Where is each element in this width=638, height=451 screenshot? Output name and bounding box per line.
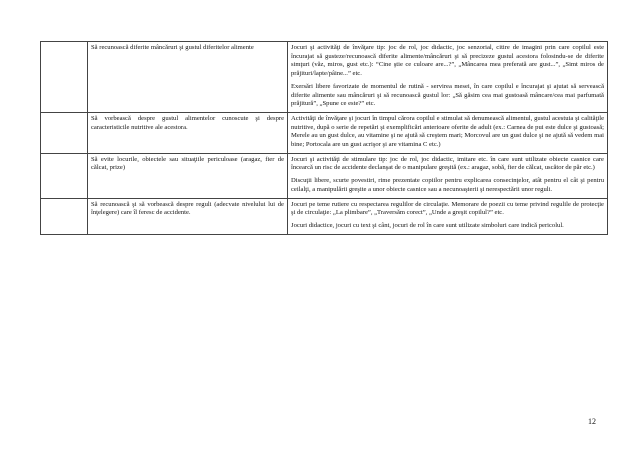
table-body	[41, 42, 608, 235]
activities-cell	[288, 153, 608, 198]
activity-paragraph: Activităţi de învăţare şi jocuri în timpul cărora copilul e stimulat să denumească alimentul, gustul acestuia şi calităţile nutritive, după o serie de repetări şi exemplificări anterioare oferite de adult (ex.: Carnea de pui este dulce şi gustoasă; Merele au un gust dulce, au vitamine şi ne ajută să creştem mari; Morcovul are un gust dulce şi ne ajută să vedem mai bine; Portocala are un gust acrişor şi are vitamina C etc.)	[291, 114, 604, 149]
page-number: 12	[588, 417, 596, 426]
activity-paragraph: Jocuri didactice, jocuri cu text şi cânt, jocuri de rol în care sunt utilizate simboluri care indică pericolul.	[291, 221, 564, 229]
empty-cell	[41, 112, 88, 153]
table-row	[41, 198, 608, 234]
empty-cell	[41, 42, 88, 113]
table-row	[41, 153, 608, 198]
activity-paragraph: Exersări libere favorizate de momentul de rutină - servirea mesei, în care copilul e încurajat şi ajutat să servească diferite alimente sau mâncăruri şi să recunoască gustul lor: „Să găsim cea mai gustoasă mâncare/cea mai parfumată prăjitură”, „Spune ce este?” etc.	[291, 82, 604, 108]
activities-cell	[288, 42, 608, 113]
objective-cell: Să evite locurile, obiectele sau situaţiile periculoase (aragaz, fier de călcat, prize)	[88, 153, 288, 198]
empty-cell	[41, 198, 88, 234]
activities-cell	[288, 112, 608, 153]
objective-cell: Să recunoască diferite mâncăruri şi gustul diferitelor alimente	[88, 42, 288, 113]
table-row	[41, 112, 608, 153]
empty-cell	[41, 153, 88, 198]
objective-cell: Să vorbească despre gustul alimentelor cunoscute şi despre caracteristicile nutritive ale acestora.	[88, 112, 288, 153]
activity-paragraph: Jocuri şi activităţi de învăţare tip: joc de rol, joc didactic, joc senzorial, citire de imagini prin care copilul este încurajat să gusteze/recunoască diferite alimente/mâncăruri şi să precizeze gustul acestora folosindu-se de diferite simţuri (văz, miros, gust etc.): “Cine ştie ce culoare are...?”, „Mâncarea mea preferată are gust...”, „Simt miros de prăjituri/lapte/pâine...” etc.	[291, 44, 604, 78]
activity-paragraph: Discuţii libere, scurte povestiri, rime prezentate copiilor pentru explicarea consecinţelor, atât pentru el cât şi pentru ceilalţi, a manipulării greşite a unor obiecte casnice sau a necunoaşterii şi nerespectării unor reguli.	[291, 177, 604, 193]
curriculum-table	[40, 41, 608, 235]
table-row	[41, 42, 608, 113]
objective-cell: Să recunoască şi să vorbească despre reguli (adecvate nivelului lui de înţelegere) care îl feresc de accidente.	[88, 198, 288, 234]
activities-cell	[288, 198, 608, 234]
activity-paragraph: Jocuri şi activităţi de stimulare tip: joc de rol, joc didactic, imitare etc. în care sunt utilizate obiecte casnice care încearcă un risc de accidente declanşat de o manipulare greşită (ex.: aragaz, sobă, fier de călcat, uscător de păr etc.)	[291, 155, 604, 172]
activity-paragraph: Jocuri pe teme rutiere cu respectarea regulilor de circulaţie. Memorare de poezii cu teme privind regulile de protecţie şi de circulaţie: „La plimbare”, „Traversăm corect”, „Unde a greşit copilul?” etc.	[291, 200, 604, 217]
